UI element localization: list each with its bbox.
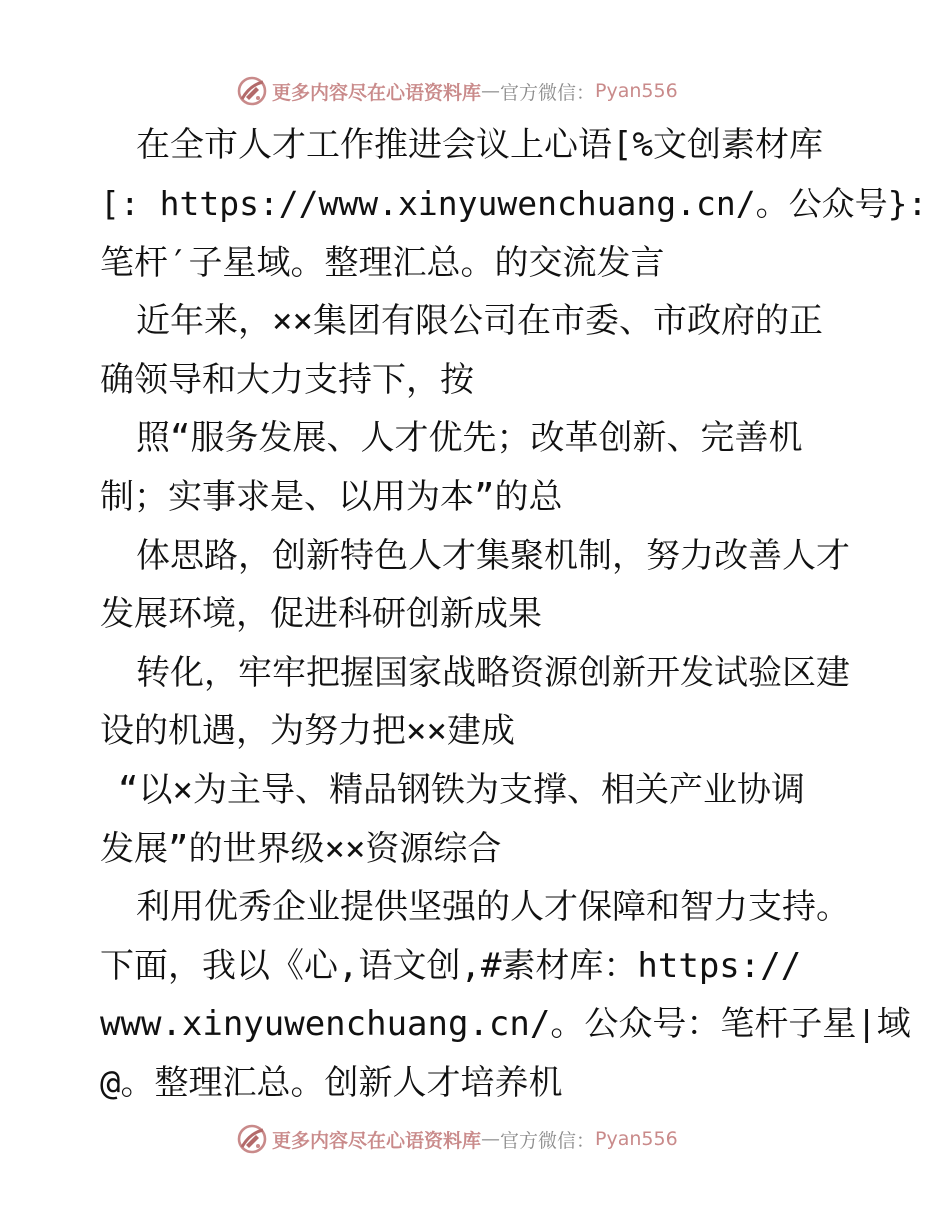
pen-logo-icon [236,75,268,107]
body-line: 下面，我以《心,语文创,#素材库：https:// [100,946,802,986]
body-line: 笔杆′子星域。整理汇总。的交流发言 [100,243,665,283]
pen-logo-icon [236,1123,268,1155]
header-banner [236,74,678,108]
footer-banner-wechat: Pyan556 [595,1128,678,1150]
footer-banner-separator: — [481,1128,501,1150]
body-line: [: https://www.xinyuwenchuang.cn/。公众号}: [100,184,928,223]
footer-banner-official: 官方微信： [500,1129,596,1152]
body-line: 设的机遇，为努力把××建成 [100,711,515,751]
body-line: 发展环境，促进科研创新成果 [100,594,542,634]
header-banner-official: 官方微信： [500,81,596,104]
body-line: 照“服务发展、人才优先；改革创新、完善机 [136,418,803,458]
body-line: 确领导和大力支持下，按 [100,360,474,400]
body-line: 体思路，创新特色人才集聚机制，努力改善人才 [136,536,850,576]
body-line: 转化，牢牢把握国家战略资源创新开发试验区建 [136,653,850,693]
body-line: 制；实事求是、以用为本”的总 [100,477,563,517]
header-banner-separator: — [481,80,501,102]
body-line: 在全市人才工作推进会议上心语[%文创素材库 [136,125,823,165]
body-line: 近年来，××集团有限公司在市委、市政府的正 [136,301,823,341]
body-line: “以×为主导、精品钢铁为支撑、相关产业协调 [118,770,805,810]
body-line: 发展”的世界级××资源综合 [100,829,502,869]
body-line: www.xinyuwenchuang.cn/。公众号：笔杆子星|域 [100,1004,911,1044]
body-line: 利用优秀企业提供坚强的人才保障和智力支持。 [136,887,850,927]
header-banner-wechat: Pyan556 [595,80,678,102]
body-line: @。整理汇总。创新人才培养机 [100,1063,563,1103]
header-banner-main: 更多内容尽在心语资料库 [272,81,482,104]
footer-banner [236,1122,678,1156]
footer-banner-main: 更多内容尽在心语资料库 [272,1129,482,1152]
